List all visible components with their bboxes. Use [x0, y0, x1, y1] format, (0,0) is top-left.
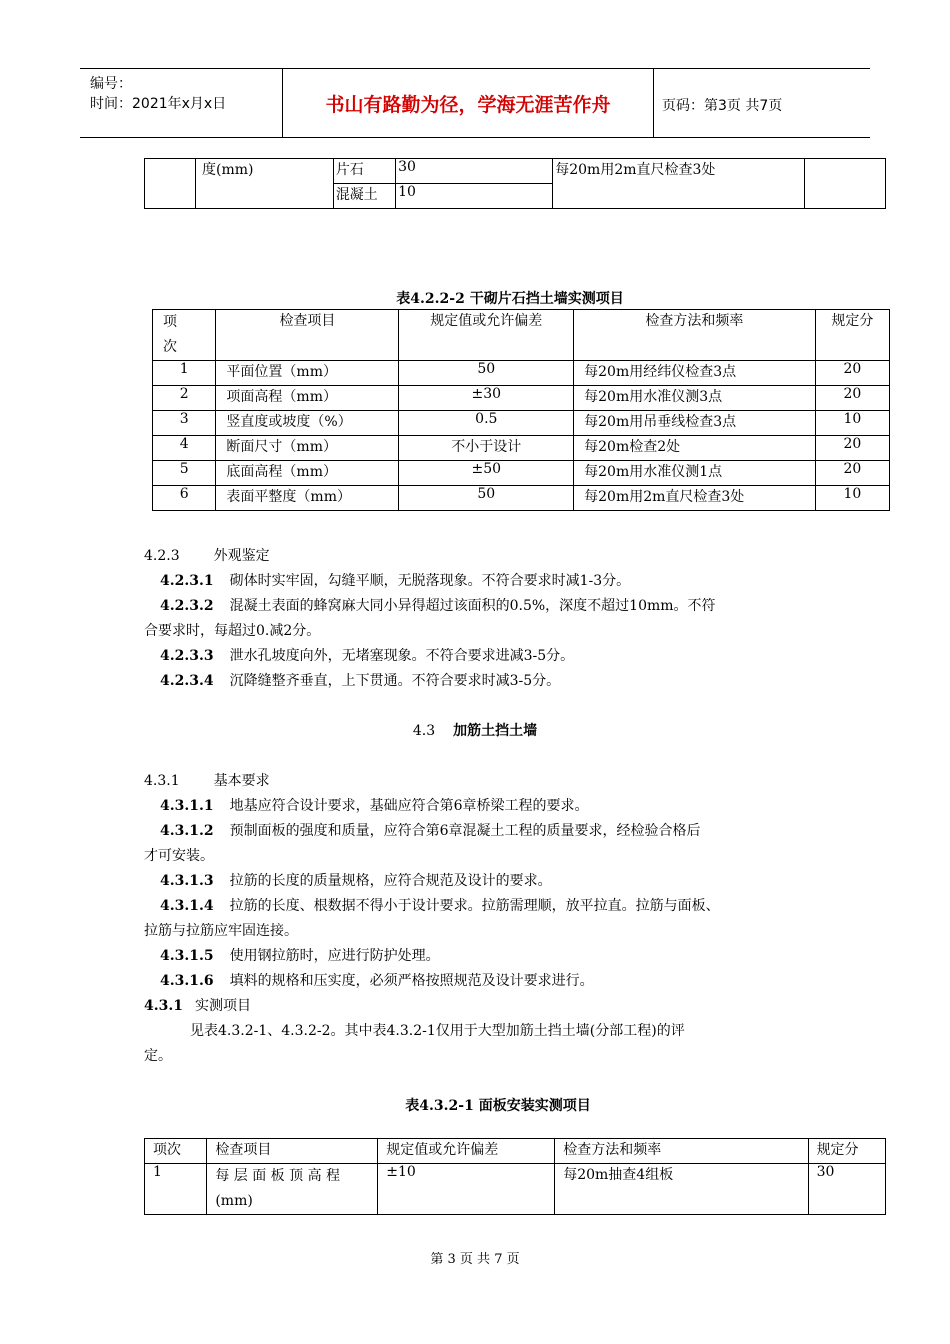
- col-header: 规定值或允许偏差: [378, 1139, 555, 1164]
- section-number: 4.2.3: [144, 548, 180, 564]
- table-row: [153, 386, 890, 411]
- table-cell-method: 每20m用2m直尺检查3处: [553, 159, 805, 209]
- paragraph: [160, 895, 720, 915]
- clause-number: 4.2.3.4: [160, 673, 214, 689]
- paragraph: [160, 970, 594, 990]
- table-row: [153, 361, 890, 386]
- clause-text: 使用钢拉筋时，应进行防护处理。: [229, 948, 440, 964]
- table-row: [145, 1164, 886, 1215]
- clause-text: 泄水孔坡度向外，无堵塞现象。不符合要求进减3-5分。: [229, 648, 575, 664]
- table-row: [153, 486, 890, 511]
- col-header: 检查方法和频率: [574, 310, 816, 361]
- clause-number: 4.2.3.1: [160, 573, 214, 589]
- section-title: 加筋土挡土墙: [453, 723, 538, 739]
- clause-number: 4.3.1.3: [160, 873, 214, 889]
- clause-text: 拉筋的长度、根数据不得小于设计要求。拉筋需理顺，放平拉直。拉筋与面板、: [229, 898, 720, 914]
- clause-text: 地基应符合设计要求，基础应符合第6章桥梁工程的要求。: [229, 798, 589, 814]
- table-cell: ±50: [399, 461, 574, 486]
- table-cell: 10: [815, 411, 889, 436]
- section-heading-4-3-1-measured: [144, 995, 251, 1015]
- table-cell: 4: [153, 436, 216, 461]
- paragraph: [160, 870, 552, 890]
- table-cell: 50: [399, 361, 574, 386]
- table-cell: 20: [815, 361, 889, 386]
- clause-number: 4.3.1.4: [160, 898, 214, 914]
- table-cell-item: 度(mm): [196, 159, 334, 209]
- page-footer: 第 3 页 共 7 页: [430, 1252, 520, 1267]
- paragraph-continuation: 拉筋与拉筋应牢固连接。: [144, 923, 298, 939]
- table-header-row: [153, 310, 890, 361]
- table-cell-value: 30: [396, 159, 553, 184]
- paragraph: [160, 820, 701, 840]
- col-header: 规定值或允许偏差: [399, 310, 574, 361]
- clause-number: 4.3.1.1: [160, 798, 214, 814]
- doc-number-label: 编号：: [90, 76, 132, 92]
- table-cell: 5: [153, 461, 216, 486]
- col-header: 检查项目: [216, 310, 399, 361]
- clause-text: 预制面板的强度和质量，应符合第6章混凝土工程的质量要求，经检验合格后: [229, 823, 701, 839]
- paragraph: [160, 595, 716, 615]
- table-cell: ±10: [378, 1164, 555, 1215]
- paragraph-continuation: 才可安装。: [144, 848, 214, 864]
- section-title: 基本要求: [213, 773, 270, 789]
- table-row: [153, 436, 890, 461]
- table-row: [153, 461, 890, 486]
- table-cell: 20: [815, 461, 889, 486]
- table-cell: 项面高程（mm）: [216, 386, 399, 411]
- table-cell: 平面位置（mm）: [216, 361, 399, 386]
- header-meta: [80, 69, 282, 137]
- paragraph-continuation: 定。: [144, 1048, 172, 1064]
- page-header: [80, 68, 870, 138]
- clause-number: 4.2.3.2: [160, 598, 214, 614]
- table-cell: 断面尺寸（mm）: [216, 436, 399, 461]
- table-cell: 不小于设计: [399, 436, 574, 461]
- table-cell: 底面高程（mm）: [216, 461, 399, 486]
- clause-number: 4.3.1.2: [160, 823, 214, 839]
- col-header: 检查方法和频率: [555, 1139, 808, 1164]
- table-cell: 20: [815, 386, 889, 411]
- header-motto: 书山有路勤为径，学海无涯苦作舟: [282, 69, 654, 137]
- table-cell: 2: [153, 386, 216, 411]
- header-page-label: 页码：第3页 共7页: [662, 98, 783, 114]
- table-cell: 每20m用水准仪测3点: [574, 386, 816, 411]
- table-cell: 每20m检查2处: [574, 436, 816, 461]
- table-cell: [145, 159, 196, 209]
- paragraph: [160, 670, 560, 690]
- col-header: 规定分: [808, 1139, 885, 1164]
- table-cell-material: 片石: [333, 159, 395, 184]
- paragraph: [160, 795, 589, 815]
- paragraph: [160, 945, 440, 965]
- table-cell: 竖直度或坡度（%）: [216, 411, 399, 436]
- table-cell: 1: [145, 1164, 207, 1215]
- table-cell: 3: [153, 411, 216, 436]
- table-cell: 每20m抽查4组板: [555, 1164, 808, 1215]
- section-number: 4.3: [412, 723, 436, 739]
- table2: [152, 309, 890, 511]
- paragraph: 见表4.3.2-1、4.3.2-2。其中表4.3.2-1仅用于大型加筋土挡土墙(分部工程)的评: [190, 1023, 685, 1039]
- table-cell: 30: [808, 1164, 885, 1215]
- section-title: 实测项目: [194, 998, 251, 1014]
- clause-number: 4.3.1.6: [160, 973, 214, 989]
- clause-text: 填料的规格和压实度，必须严格按照规范及设计要求进行。: [229, 973, 594, 989]
- paragraph: [160, 570, 630, 590]
- table-cell: 每20m用2m直尺检查3处: [574, 486, 816, 511]
- paragraph-continuation: 合要求时，每超过0.减2分。: [144, 623, 321, 639]
- top-continuation-table: [144, 158, 886, 209]
- table-cell: ±30: [399, 386, 574, 411]
- table-cell: [805, 159, 886, 209]
- table3: [144, 1138, 886, 1215]
- section-title: 外观鉴定: [213, 548, 270, 564]
- table-cell: 1: [153, 361, 216, 386]
- table3-caption: 表4.3.2-1 面板安装实测项目: [405, 1098, 591, 1114]
- col-header: 规定分: [815, 310, 889, 361]
- clause-text: 拉筋的长度的质量规格，应符合规范及设计的要求。: [229, 873, 552, 889]
- table-row: [153, 411, 890, 436]
- col-header: 项次: [145, 1139, 207, 1164]
- section-heading-4-3: [0, 720, 950, 740]
- col-header: 项 次: [153, 310, 216, 361]
- clause-text: 沉降缝整齐垂直，上下贯通。不符合要求时减3-5分。: [229, 673, 561, 689]
- table-cell: 每 层 面 板 顶 高 程 (mm): [207, 1164, 378, 1215]
- table-cell: 0.5: [399, 411, 574, 436]
- doc-time-label: 时间：2021年x月x日: [90, 96, 227, 112]
- section-heading-4-3-1: [144, 770, 270, 790]
- table-cell: 每20m用水准仪测1点: [574, 461, 816, 486]
- table-cell-value: 10: [396, 184, 553, 209]
- clause-number: 4.2.3.3: [160, 648, 214, 664]
- table-cell: 每20m用吊垂线检查3点: [574, 411, 816, 436]
- clause-number: 4.3.1.5: [160, 948, 214, 964]
- paragraph: [160, 645, 574, 665]
- table2-caption: 表4.2.2-2 干砌片石挡土墙实测项目: [396, 291, 624, 307]
- section-number: 4.3.1: [144, 998, 183, 1014]
- section-number: 4.3.1: [144, 773, 180, 789]
- col-header: 检查项目: [207, 1139, 378, 1164]
- table-cell: 表面平整度（mm）: [216, 486, 399, 511]
- table-cell: 10: [815, 486, 889, 511]
- table-cell: 每20m用经纬仪检查3点: [574, 361, 816, 386]
- table-cell-material: 混凝土: [333, 184, 395, 209]
- section-heading-4-2-3: [144, 545, 270, 565]
- table-cell: 50: [399, 486, 574, 511]
- clause-text: 砌体时实牢固，勾缝平顺，无脱落现象。不符合要求时减1-3分。: [229, 573, 631, 589]
- clause-text: 混凝土表面的蜂窝麻大同小异得超过该面积的0.5%，深度不超过10mm。不符: [229, 598, 716, 614]
- table-header-row: [145, 1139, 886, 1164]
- table-cell: 20: [815, 436, 889, 461]
- table-cell: 6: [153, 486, 216, 511]
